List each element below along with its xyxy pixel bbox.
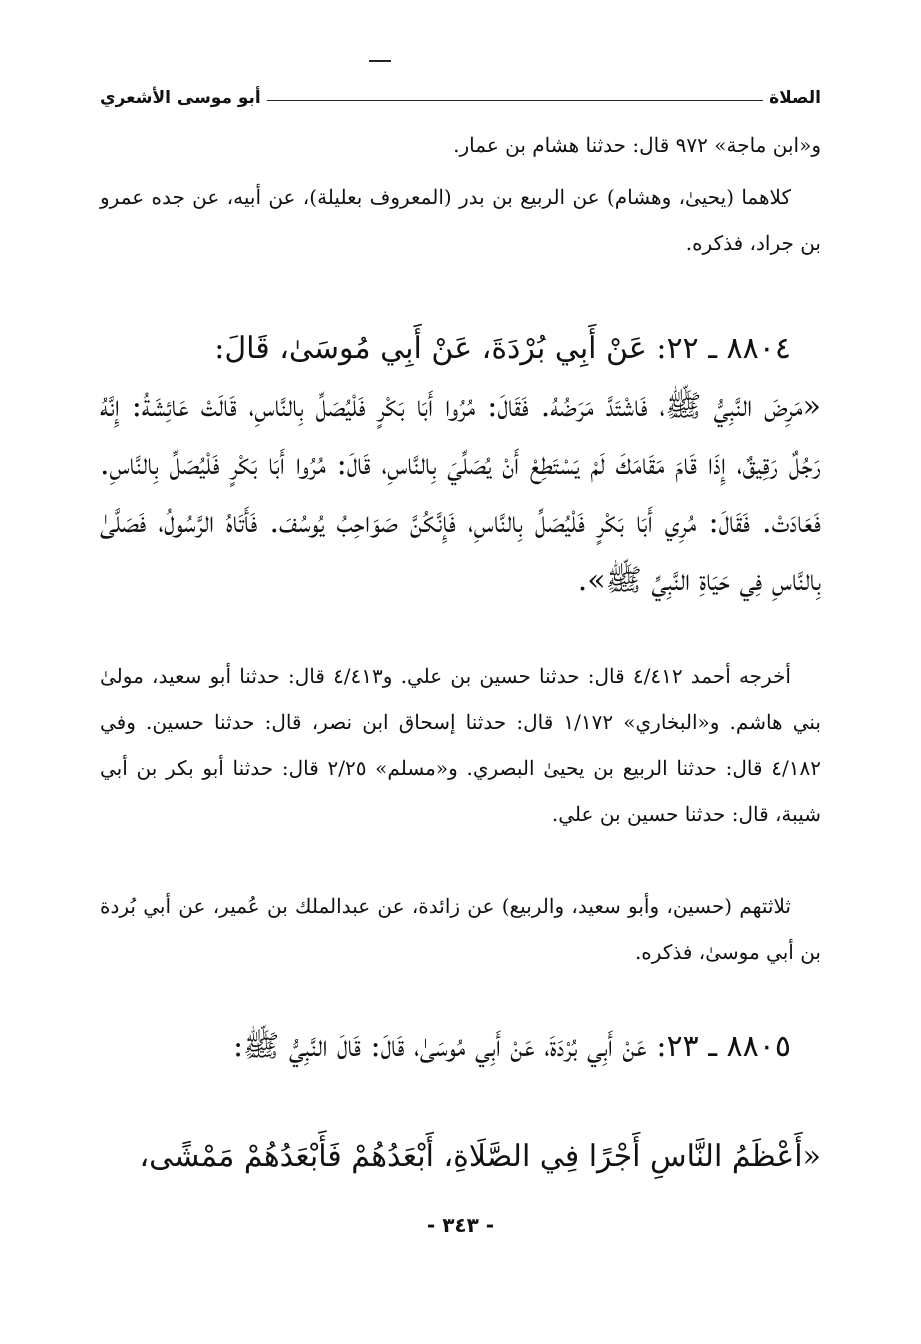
page-number: - ٣٤٣ - [426,1213,495,1237]
hadith-8804-takhrij: أخرجه أحمد ٤/٤١٢ قال: حدثنا حسين بن علي. و٤/٤١٣ قال: حدثنا أبو سعيد، مولىٰ بني هاشم. و«البخاري» ١/١٧٢ قال: حدثنا إسحاق ابن نصر، قال: حدثنا حسين. وفي ٤/١٨٢ قال: حدثنا الربيع بن يحيىٰ البصري. و«مسلم» ٢/٢٥ قال: حدثنا أبو بكر بن أبي شيبة، قال: حدثنا حسين بن علي. [100,664,822,826]
prev-paragraph: كلاهما (يحيىٰ، وهشام) عن الربيع بن بدر (المعروف بعليلة)، عن أبيه، عن جده عمرو بن جراد، فذكره. [100,185,821,255]
author-title: أبو موسى الأشعري [100,88,261,108]
running-header [100,78,821,108]
header-rule [267,100,763,101]
hadith-8804-isnad: ثلاثتهم (حسين، وأبو سعيد، والربيع) عن زائدة، عن عبدالملك بن عُمير، عن أبي بُردة بن أبي موسىٰ، فذكره. [100,894,821,964]
hadith-8805-title: ٨٨٠٥ ـ ٢٣: عَنْ أَبِي بُرْدَةَ، عَنْ أَبِي مُوسَىٰ، قَالَ: قَالَ النَّبِيُّ ﷺ: [232,1029,791,1064]
hadith-8805-text: «أَعْظَمُ النَّاسِ أَجْرًا فِي الصَّلَاةِ، أَبْعَدُهُمْ فَأَبْعَدُهُمْ مَمْشًى، [139,1139,821,1174]
hadith-8804-text: «مَرِضَ النَّبِيُّ ﷺ، فَاشْتَدَّ مَرَضُهُ. فَقَالَ: مُرُوا أَبَا بَكْرٍ فَلْيُصَلِّ بِالنَّاسِ، قَالَتْ عَائِشَةُ: إِنَّهُ رَجُلٌ رَقِيقٌ، إِذَا قَامَ مَقَامَكَ لَمْ يَسْتَطِعْ أَنْ يُصَلِّيَ بِالنَّاسِ، قَالَ: مُرُوا أَبَا بَكْرٍ فَلْيُصَلِّ بِالنَّاسِ. فَعَادَتْ. فَقَالَ: مُرِي أَبَا بَكْرٍ فَلْيُصَلِّ بِالنَّاسِ، فَإِنَّكُنَّ صَوَاحِبُ يُوسُفَ. فَأَتَاهُ الرَّسُولُ، فَصَلَّىٰ بِالنَّاسِ فِي حَيَاةِ النَّبِيِّ ﷺ». [100,389,821,598]
chapter-title: الصلاة [769,88,821,108]
top-dash [369,60,391,62]
prev-line: و«ابن ماجة» ٩٧٢ قال: حدثنا هشام بن عمار. [453,133,821,157]
hadith-8804-title: ٨٨٠٤ ـ ٢٢: عَنْ أَبِي بُرْدَةَ، عَنْ أَبِي مُوسَىٰ، قَالَ: [214,331,791,366]
